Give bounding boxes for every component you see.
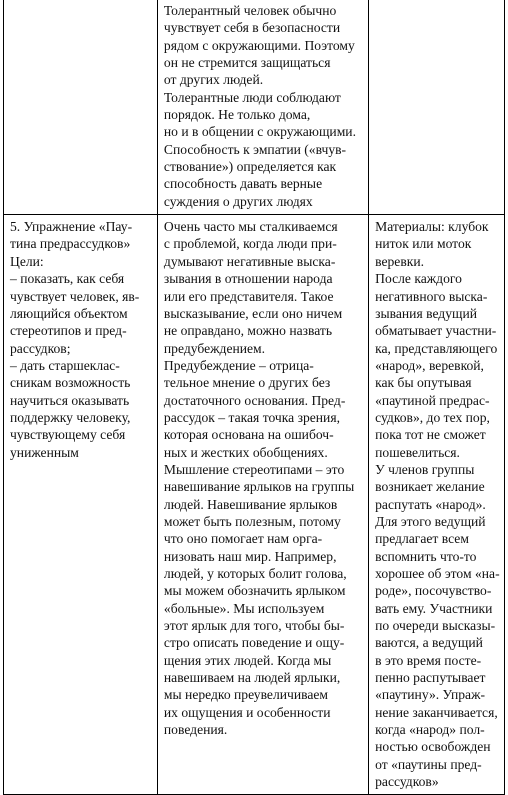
text-line: роде», посочувство- — [375, 583, 492, 599]
text-line: веревки. — [375, 253, 425, 269]
text-line: Мышление стереотипами – это — [163, 461, 345, 477]
table-row — [4, 0, 505, 215]
text-line: – показать, как себя — [10, 271, 125, 287]
text-line: пошевелиться. — [375, 444, 460, 460]
lesson-plan-table — [3, 0, 505, 795]
text-line: Толерантный человек обычно — [163, 3, 337, 18]
text-line: но и в общении с окружающими. — [163, 124, 356, 140]
text-line: ваются, а ведущий — [375, 635, 483, 651]
text-line: людей, у которых болит голова, — [163, 566, 347, 581]
text-line: ствование») определяется как — [163, 159, 337, 175]
text-line: способность давать верные — [163, 176, 323, 192]
text-line: Очень часто мы сталкиваемся — [163, 219, 338, 235]
text-line: возникает желание — [375, 479, 485, 495]
method-cell — [369, 0, 505, 215]
text-line: ниток или моток — [375, 236, 472, 252]
text-line: или его представителя. Такое — [163, 288, 334, 304]
text-line: в это время посте- — [375, 652, 482, 668]
text-line: порядок. Не только дома, — [163, 107, 311, 123]
text-line: нение заканчивается, — [375, 704, 498, 720]
text-line: ных и жестких обобщениях. — [163, 444, 328, 460]
text-line: что оно помогает нам орга- — [163, 531, 323, 547]
text-line: навешивание ярлыков на группы — [163, 479, 355, 495]
text-line: научиться оказывать — [10, 392, 130, 408]
text-line: мы можем обозначить ярлыком — [163, 583, 346, 599]
text-line: вспомнить что-то — [375, 548, 477, 564]
text-line: пока тот не сможет — [375, 427, 486, 443]
text-line: по очереди высказы- — [375, 618, 496, 634]
text-line: Способность к эмпатии («вчув- — [163, 141, 347, 157]
text-line: которая основана на ошибоч- — [163, 427, 334, 443]
text-line: высказывание, если оно ничем — [163, 305, 343, 321]
text-line: предубеждением. — [163, 340, 266, 356]
text-line: людей. Навешивание ярлыков — [163, 496, 338, 512]
text-line: чувствует человек, яв- — [10, 288, 140, 304]
text-line: «паутиной предрас- — [375, 392, 490, 408]
table-row — [4, 215, 505, 795]
text-line: когда «народ» пол- — [375, 722, 485, 738]
text-line: «больные». Мы используем — [163, 600, 325, 616]
text-line: как бы опутывая — [375, 375, 472, 391]
text-line: «паутину». Упраж- — [375, 687, 486, 703]
text-line: низовать наш мир. Например, — [163, 548, 337, 564]
stage-cell — [4, 0, 158, 215]
text-line: этот ярлык для того, чтобы бы- — [163, 618, 345, 634]
text-line: суждения о других людях — [163, 193, 313, 209]
text-line: ляющийся объектом — [10, 305, 128, 321]
method-cell — [369, 215, 505, 795]
text-line: достаточного основания. Пред- — [163, 392, 346, 408]
text-line: тина предрассудков» — [10, 236, 131, 252]
text-line: Материалы: клубок — [375, 219, 489, 235]
text-line: – дать старшеклас- — [10, 357, 120, 373]
text-line: стро описать поведение и ощу- — [163, 635, 345, 651]
text-line: обматывает участни- — [375, 323, 497, 339]
text-line: чувствующему себя — [10, 427, 126, 443]
text-line: зывания ведущий — [375, 305, 478, 321]
text-line: ностью освобожден — [375, 739, 491, 755]
text-line: пенно распутывает — [375, 670, 486, 686]
text-line: Предубеждение – отрица- — [163, 357, 314, 373]
text-line: рассудков; — [10, 340, 71, 356]
text-line: распутать «народ». — [375, 496, 486, 512]
text-line: их ощущения и особенности — [163, 704, 331, 720]
text-line: рассудков» — [375, 774, 439, 790]
text-line: рассудок – такая точка зрения, — [163, 409, 340, 425]
text-line: поддержку человеку, — [10, 409, 131, 425]
text-line: Для этого ведущий — [375, 513, 486, 529]
text-line: щения этих людей. Когда мы — [163, 652, 332, 668]
text-line: предлагает всем — [375, 531, 469, 547]
text-line: Цели: — [10, 253, 44, 269]
text-line: думывают негативные выска- — [163, 253, 336, 269]
text-line: вать ему. Участники — [375, 600, 493, 616]
text-line: может быть полезным, потому — [163, 513, 341, 529]
text-line: зывания в отношении народа — [163, 271, 333, 287]
text-line: У членов группы — [375, 461, 475, 477]
text-line: с проблемой, когда люди при- — [163, 236, 337, 252]
text-line: от других людей. — [163, 72, 264, 88]
text-line: 5. Упражнение «Пау- — [10, 219, 133, 235]
text-line: навешиваем на людей ярлыки, — [163, 670, 341, 686]
text-line: мы нередко преувеличиваем — [163, 687, 329, 703]
text-line: «народ», веревкой, — [375, 357, 484, 373]
text-line: Толерантные люди соблюдают — [163, 89, 341, 105]
stage-cell — [4, 215, 158, 795]
text-line: он не стремится защищаться — [163, 55, 331, 71]
text-line: хорошее об этом «на- — [375, 566, 500, 581]
text-line: тельное мнение о других без — [163, 375, 331, 391]
text-line: от «паутины пред- — [375, 756, 482, 772]
text-line: рядом с окружающими. Поэтому — [163, 37, 355, 53]
text-line: После каждого — [375, 271, 462, 287]
text-line: чувствует себя в безопасности — [163, 20, 341, 36]
text-line: поведения. — [163, 722, 228, 738]
text-line: судков», до тех пор, — [375, 409, 490, 425]
text-line: униженным — [10, 444, 79, 460]
text-line: не оправдано, можно назвать — [163, 323, 333, 339]
text-line: стереотипов и пред- — [10, 323, 127, 339]
content-cell — [157, 215, 368, 795]
text-line: сникам возможность — [10, 375, 131, 391]
text-line: негативного выска- — [375, 288, 488, 304]
content-cell — [157, 0, 368, 215]
text-line: ка, представляющего — [375, 340, 498, 356]
